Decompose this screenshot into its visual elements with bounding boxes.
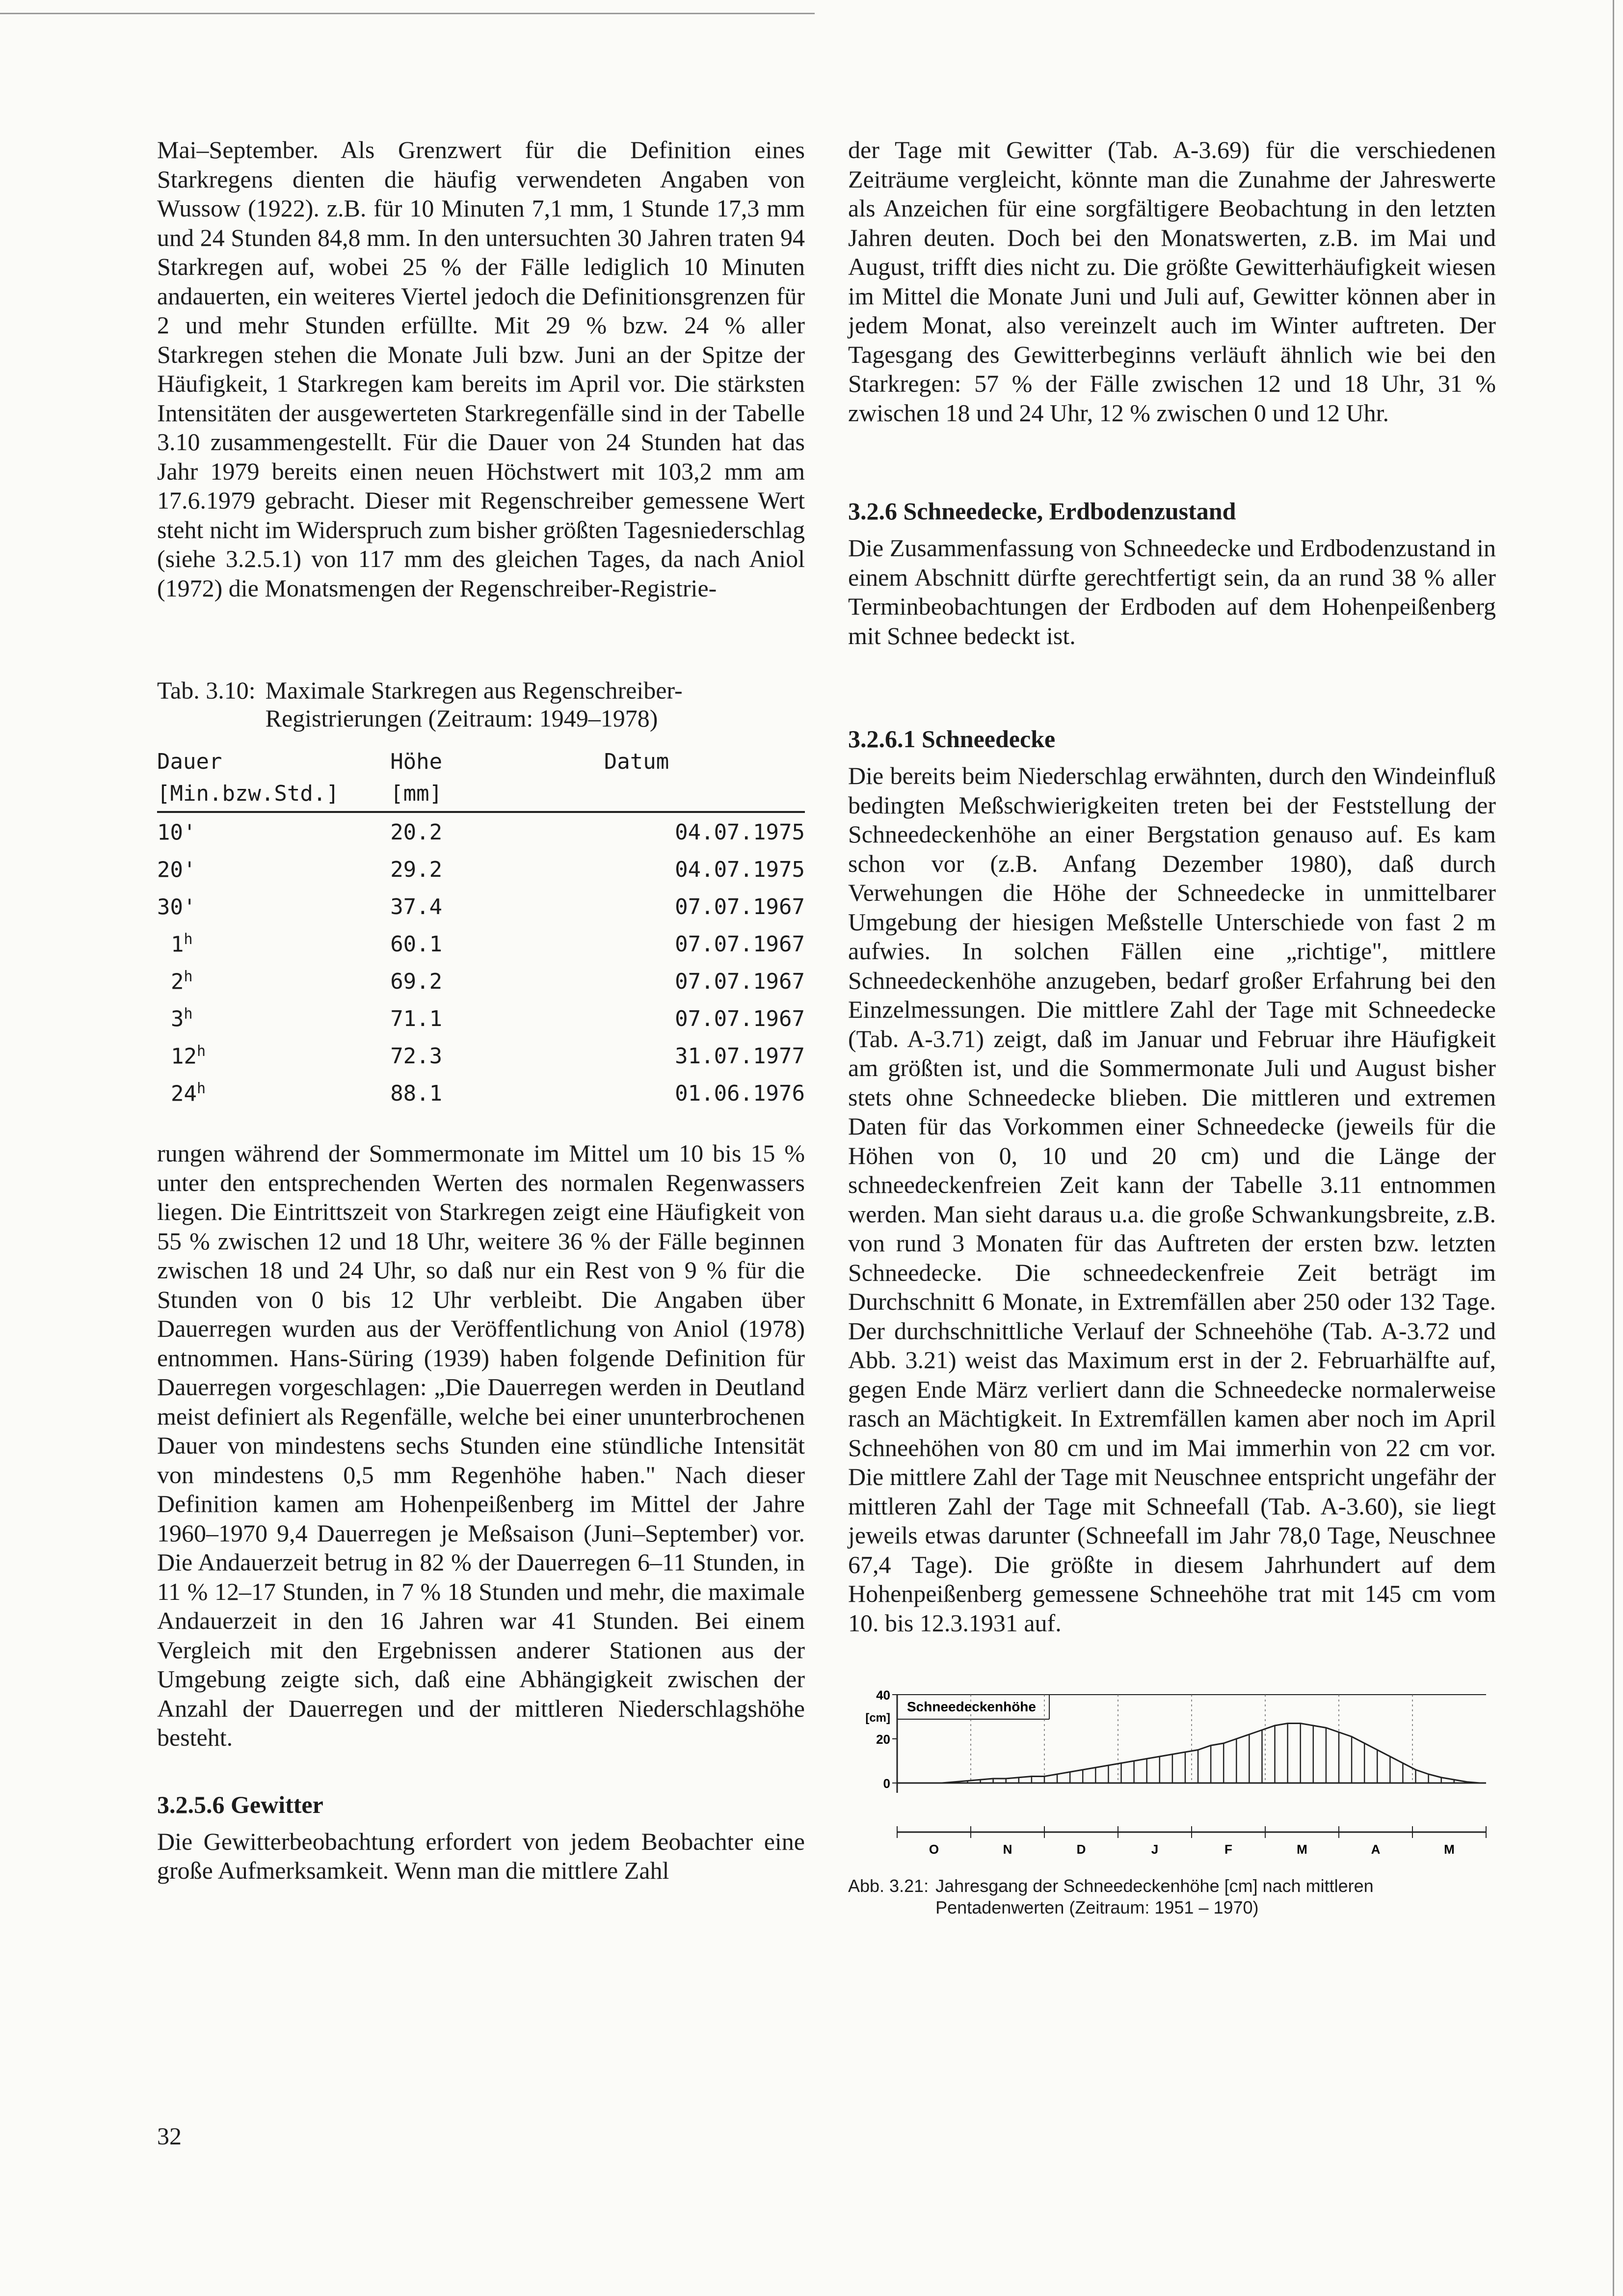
table-row xyxy=(157,888,805,925)
dauer-unit: h xyxy=(184,968,193,986)
cell-dauer xyxy=(157,925,390,962)
snow-depth-figure xyxy=(848,1685,1496,1862)
table-row xyxy=(157,962,805,999)
cell-datum: 07.07.1967 xyxy=(675,894,805,919)
cell-hoehe: 60.1 xyxy=(390,931,443,957)
month-label: A xyxy=(1371,1842,1381,1857)
cell-dauer xyxy=(157,850,390,888)
cell-dauer xyxy=(157,962,390,999)
dauer-value: 24 xyxy=(171,1081,197,1107)
cell-datum: 07.07.1967 xyxy=(675,1006,805,1031)
cell-dauer xyxy=(157,1037,390,1074)
table-row xyxy=(157,850,805,888)
month-label: F xyxy=(1224,1842,1232,1857)
cell-datum: 07.07.1967 xyxy=(675,969,805,994)
dauer-value: 2 xyxy=(171,969,184,995)
figure-caption-label: Abb. 3.21: xyxy=(848,1876,929,1896)
cell-dauer xyxy=(157,888,390,925)
dauer-value: 12 xyxy=(171,1044,197,1069)
page-number: 32 xyxy=(157,2122,182,2150)
table-body xyxy=(157,812,805,1111)
cell-datum: 31.07.1977 xyxy=(675,1043,805,1069)
month-label: N xyxy=(1003,1842,1012,1857)
snow-depth-chart xyxy=(848,1685,1496,1862)
header-datum: Datum xyxy=(604,749,669,774)
cell-datum: 04.07.1975 xyxy=(675,819,805,845)
cell-dauer xyxy=(157,999,390,1037)
dauer-value: 30' xyxy=(157,894,196,920)
month-label: M xyxy=(1297,1842,1307,1857)
table-caption-text: Maximale Starkregen aus Regenschreiber-Registrierungen (Zeitraum: 1949–1978) xyxy=(265,676,683,732)
month-label: J xyxy=(1151,1842,1159,1857)
scan-edge-line xyxy=(1613,0,1614,2296)
dauer-value: 1 xyxy=(171,932,184,957)
unit-hoehe: [mm] xyxy=(390,776,604,812)
left-paragraph-2: rungen während der Sommermonate im Mittel um 10 bis 15 % unter den entsprechenden Werten des normalen Regenwassers liegen. Die Eintrittszeit von Starkregen zeigt eine Häufigkeit von 55 % zwischen 12 und 18 Uhr, weitere 36 % der Fälle beginnen zwischen 18 und 24 Uhr, so daß nur ein Rest von 9 % für die Stunden von 0 bis 12 Uhr verbleibt. Die Angaben über Dauerregen wurden aus der Veröffentlichung von Aniol (1978) entnommen. Hans-Süring (1939) haben folgende Definition für Dauerregen vorgeschlagen: „Die Dauerregen werden in Deutland meist definiert als Regenfälle, welche bei einer ununterbrochenen Dauer von mindestens sechs Stunden eine stündliche Intensität von mindestens 0,5 mm Regenhöhe haben." Nach dieser Definition kamen am Hohenpeißenberg im Mittel der Jahre 1960–1970 9,4 Dauerregen je Meßsaison (Juni–September) vor. Die Andauerzeit betrug in 82 % der Dauerregen 6–11 Stunden, in 11 % 12–17 Stunden, in 7 % 18 Stunden und mehr, die maximale Andauerzeit in den 16 Jahren war 41 Stunden. Bei einem Vergleich mit den Ergebnissen anderer Stationen aus der Umgebung zeigte sich, daß eine Abhängigkeit zwischen der Anzahl der Dauerregen und der mittleren Niederschlagshöhe besteht. xyxy=(157,1139,805,1751)
cell-hoehe: 69.2 xyxy=(390,969,443,994)
cell-hoehe: 71.1 xyxy=(390,1006,443,1031)
right-paragraph-1: der Tage mit Gewitter (Tab. A-3.69) für die verschiedenen Zeiträume vergleicht, könnte man die Zunahme der Jahreswerte als Anzeichen für eine sorgfältigere Beobachtung in den letzten Jahren deuten. Doch bei den Monatswerten, z.B. im Mai und August, trifft dies nicht zu. Die größte Gewitterhäufigkeit wiesen im Mittel die Monate Juni und Juli auf, Gewitter können aber in jedem Monat, also vereinzelt auch im Winter auftreten. Der Tagesgang des Gewitterbeginns verläuft ähnlich wie bei den Starkregen: 57 % der Fälle zwischen 12 und 18 Uhr, 31 % zwischen 18 und 24 Uhr, 12 % zwischen 0 und 12 Uhr. xyxy=(848,136,1496,427)
cell-datum: 04.07.1975 xyxy=(675,857,805,882)
right-paragraph-3: Die bereits beim Niederschlag erwähnten, durch den Windeinfluß bedingten Meßschwierigkeiten treten bei der Feststellung der Schneedeckenhöhe an einer Bergstation genauso auf. Es kam schon vor (z.B. Anfang Dezember 1980), daß durch Verwehungen die Höhe der Schneedecke in unmittelbarer Umgebung der hiesigen Meßstelle Unterschiede von fast 2 m aufwies. In solchen Fällen eine „richtige", mittlere Schneedeckenhöhe anzugeben, bedarf großer Erfahrung bei den Einzelmessungen. Die mittlere Zahl der Tage mit Schneedecke (Tab. A-3.71) zeigt, daß im Januar und Februar ihre Häufigkeit am größten ist, und die Sommermonate Juli und August bisher stets ohne Schneedecke blieben. Die mittleren und extremen Daten für das Vorkommen einer Schneedecke (jeweils für die Höhen von 0, 10 und 20 cm) und die Länge der schneedeckenfreien Zeit kann der Tabelle 3.11 entnommen werden. Man sieht daraus u.a. die große Schwankungsbreite, z.B. von rund 3 Monaten für das Auftreten der ersten bzw. letzten Schneedecke. Die schneedeckenfreie Zeit beträgt im Durchschnitt 6 Monate, in Extremfällen aber 250 oder 132 Tage. Der durchschnittliche Verlauf der Schneehöhe (Tab. A-3.72 und Abb. 3.21) weist das Maximum erst in der 2. Februarhälfte auf, gegen Ende März verliert dann die Schneedecke normalerweise rasch an Mächtigkeit. In Extremfällen kamen aber noch im April Schneehöhen von 80 cm und im Mai immerhin von 22 cm vor. Die mittlere Zahl der Tage mit Neuschnee entspricht ungefähr der mittleren Zahl der Tage mit Schneefall (Tab. A-3.60), sie liegt jeweils etwas darunter (Schneefall im Jahr 78,0 Tage, Neuschnee 67,4 Tage). Die größte in diesem Jahrhundert auf dem Hohenpeißenberg gemessene Schneehöhe trat mit 145 cm vom 10. bis 12.3.1931 auf. xyxy=(848,762,1496,1637)
cell-hoehe: 37.4 xyxy=(390,894,443,919)
dauer-unit: h xyxy=(184,1005,193,1023)
left-paragraph-1: Mai–September. Als Grenzwert für die Definition eines Starkregens dienten die häufig verwendeten Angaben von Wussow (1922). z.B. für 10 Minuten 7,1 mm, 1 Stunde 17,3 mm und 24 Stunden 84,8 mm. In den untersuchten 30 Jahren traten 94 Starkregen auf, wobei 25 % der Fälle lediglich 10 Minuten andauerten, ein weiteres Viertel jedoch die Definitionsgrenzen für 2 und mehr Stunden erfüllte. Mit 29 % bzw. 24 % aller Starkregen stehen die Monate Juli bzw. Juni an der Spitze der Häufigkeit, 1 Starkregen kam bereits im April vor. Die stärksten Intensitäten der ausgewerteten Starkregenfälle sind in der Tabelle 3.10 zusammengestellt. Für die Dauer von 24 Stunden hat das Jahr 1979 bereits einen neuen Höchstwert mit 103,2 mm am 17.6.1979 gebracht. Dieser mit Regenschreiber gemessene Wert steht nicht im Widerspruch zum bisher größten Tagesniederschlag (siehe 3.2.5.1) von 117 mm des gleichen Tages, da nach Aniol (1972) die Monatsmengen der Regenschreiber-Registrie- xyxy=(157,136,805,602)
month-label: D xyxy=(1076,1842,1086,1857)
unit-dauer: [Min.bzw.Std.] xyxy=(157,776,390,812)
dauer-value: 10' xyxy=(157,820,196,845)
y-tick-label: 20 xyxy=(876,1732,890,1747)
cell-hoehe: 88.1 xyxy=(390,1080,443,1106)
table-caption xyxy=(157,676,805,732)
table-row xyxy=(157,925,805,962)
cell-dauer xyxy=(157,812,390,850)
cell-datum: 07.07.1967 xyxy=(675,931,805,957)
dauer-unit: h xyxy=(196,1080,206,1098)
table-row xyxy=(157,812,805,850)
y-tick-label: 40 xyxy=(876,1688,890,1702)
right-paragraph-2: Die Zusammenfassung von Schneedecke und Erdbodenzustand in einem Abschnitt dürfte gerechtfertigt sein, da an rund 38 % aller Terminbeobachtungen der Erdboden auf dem Hohenpeißenberg mit Schnee bedeckt ist. xyxy=(848,534,1496,649)
dauer-unit: h xyxy=(184,931,193,948)
table-header-row xyxy=(157,744,805,776)
dauer-value: 20' xyxy=(157,857,196,883)
starkregen-table xyxy=(157,744,805,1111)
month-label: O xyxy=(929,1842,939,1857)
heading-gewitter: 3.2.5.6 Gewitter xyxy=(157,1790,323,1818)
header-hoehe: Höhe xyxy=(390,749,443,774)
left-paragraph-3: Die Gewitterbeobachtung erfordert von jedem Beobachter eine große Aufmerksamkeit. Wenn man die mittlere Zahl xyxy=(157,1827,805,1884)
table-unit-row xyxy=(157,776,805,812)
dauer-value: 3 xyxy=(171,1006,184,1032)
cell-hoehe: 72.3 xyxy=(390,1043,443,1069)
y-axis-label: [cm] xyxy=(865,1711,890,1725)
figure-caption xyxy=(848,1875,1496,1918)
cell-dauer xyxy=(157,1074,390,1111)
table-row xyxy=(157,1037,805,1074)
right-column xyxy=(848,135,1496,1918)
scan-edge-line xyxy=(0,13,815,14)
dauer-unit: h xyxy=(196,1043,206,1060)
cell-datum: 01.06.1976 xyxy=(675,1080,805,1106)
table-row xyxy=(157,1074,805,1111)
table-caption-label: Tab. 3.10: xyxy=(157,676,256,704)
header-dauer: Dauer xyxy=(157,749,222,774)
table-row xyxy=(157,999,805,1037)
cell-hoehe: 20.2 xyxy=(390,819,443,845)
figure-caption-text: Jahresgang der Schneedeckenhöhe [cm] nach mittleren Pentadenwerten (Zeitraum: 1951 – 1970) xyxy=(935,1876,1374,1918)
left-column xyxy=(157,135,805,1886)
y-tick-label: 0 xyxy=(883,1776,890,1791)
chart-title: Schneedeckenhöhe xyxy=(907,1699,1036,1714)
cell-hoehe: 29.2 xyxy=(390,857,443,882)
heading-schneedecke: 3.2.6.1 Schneedecke xyxy=(848,725,1056,753)
heading-schneedecke-erdbodenzustand: 3.2.6 Schneedecke, Erdbodenzustand xyxy=(848,497,1236,525)
unit-datum xyxy=(604,776,805,812)
month-label: M xyxy=(1444,1842,1455,1857)
